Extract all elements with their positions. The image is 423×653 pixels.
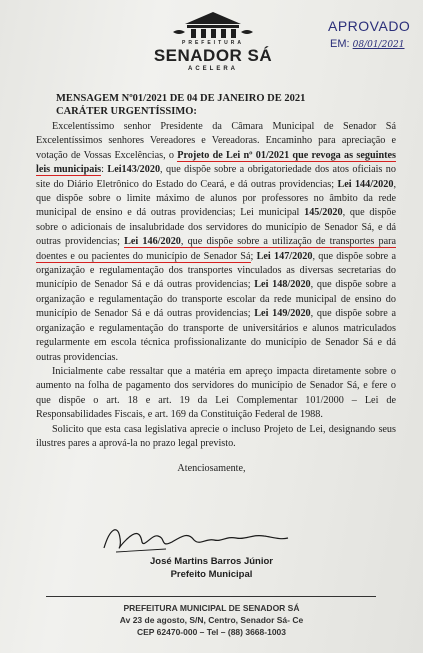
document-body [36,120,396,451]
law-145-number: 145/2020 [304,207,343,219]
bill-highlight: Projeto de Lei nº 01/2021 que revoga as seguintes leis municipais [36,149,396,176]
document-title: MENSAGEM Nº01/2021 DE 04 DE JANEIRO DE 2021 [56,93,306,104]
paragraph-fiscal: Inicialmente cabe ressaltar que a matéria em apreço impacta diretamente sobre o aumento na folha de pagamento dos servidores do município de Senador Sá, e fere o que dispõe o art. 18 e art. 19 da Lei Complementar 101/2000 – Lei de Responsabilidades Fiscais, e art. 169 da Constituição Federal de 1988. [36,365,396,421]
law-147-text: , que dispõe sobre a organização e regulamentação dos transportes vinculados as diversas secretarias do município de Senador Sá e dá outras providencias; [36,250,396,291]
approved-stamp: APROVADO [328,18,411,34]
urgency-label: CARÁTER URGENTÍSSIMO: [56,106,197,117]
law-145-text: , que dispõe sobre o adicionais de insalubridade dos servidores do município de Senador Sá, e dá outras providencias; [36,207,397,248]
letterhead-prefix: PREFEITURA [182,40,244,46]
letterhead-slogan: ACELERA [187,66,238,72]
p1-intro: Excelentíssimo senhor Presidente da Câmara Municipal de Senador Sá Excelentíssimos senhores Vereadores e Vereadoras. Encaminho para apreciação e votação de Vossas Excelências, o [36,121,396,161]
signer-name: José Martins Barros Júnior [149,556,273,567]
p1-colon: : [101,164,108,176]
law-146-number: Lei 146/2020 [124,236,181,248]
law-144-number: Lei 144/2020 [337,178,394,190]
law-144-text: , que dispõe sobre o limite máximo de alunos por professores no âmbito da rede municipal de ensino e dá outras providencias; Lei municipal [36,178,396,219]
law-148-text: , que dispõe sobre a organização e regulamentação do transporte escolar da rede municipal de ensino do município de Senador Sá e dá outras providencias; [36,279,397,320]
paragraph-laws [36,120,396,365]
handwritten-signature [96,518,296,558]
law-149-number: Lei 149/2020 [254,308,311,320]
approved-date-value: 08/01/2021 [352,40,405,50]
approved-date [330,38,405,50]
law-146-after: ; [250,250,257,262]
footer-divider [46,596,376,597]
law-143-text: , que dispõe sobre a obrigatoriedade dos atos oficiais no site do Diário Eletrônico do Estado do Ceará, e dá outras providencias; [36,164,396,190]
law-147-number: Lei 147/2020 [256,250,313,262]
law-143-number: Lei143/2020 [107,164,161,176]
signer-role: Prefeito Municipal [170,569,253,580]
paragraph-request: Solicito que esta casa legislativa aprecie o incluso Projeto de Lei, designando seus ilustres pares a aprová-la no prazo legal previsto. [36,423,396,449]
footer-contact: CEP 62470-000 – Tel – (88) 3668-1003 [136,627,286,637]
approved-date-label: EM: [330,38,350,50]
letterhead-logo [148,10,278,76]
closing-text: Atenciosamente, [177,463,246,474]
letterhead-city: SENADOR SÁ [153,46,273,65]
footer-org: PREFEITURA MUNICIPAL DE SENADOR SÁ [123,603,300,613]
law-148-number: Lei 148/2020 [254,279,311,291]
law-146-text: , que dispõe sobre a utilização de transportes para doentes e ou pacientes do município de Senador Sá [36,236,397,262]
law-149-text: , que dispõe sobre a organização e regulamentação do transporte de universitários e alunos matriculados regularmente em escola técnica profissionalizante do município de Senador Sá e dá outras providencias. [36,308,397,363]
footer-address: Av 23 de agosto, S/N, Centro, Senador Sá- Ce [119,615,304,625]
building-icon [173,10,253,40]
